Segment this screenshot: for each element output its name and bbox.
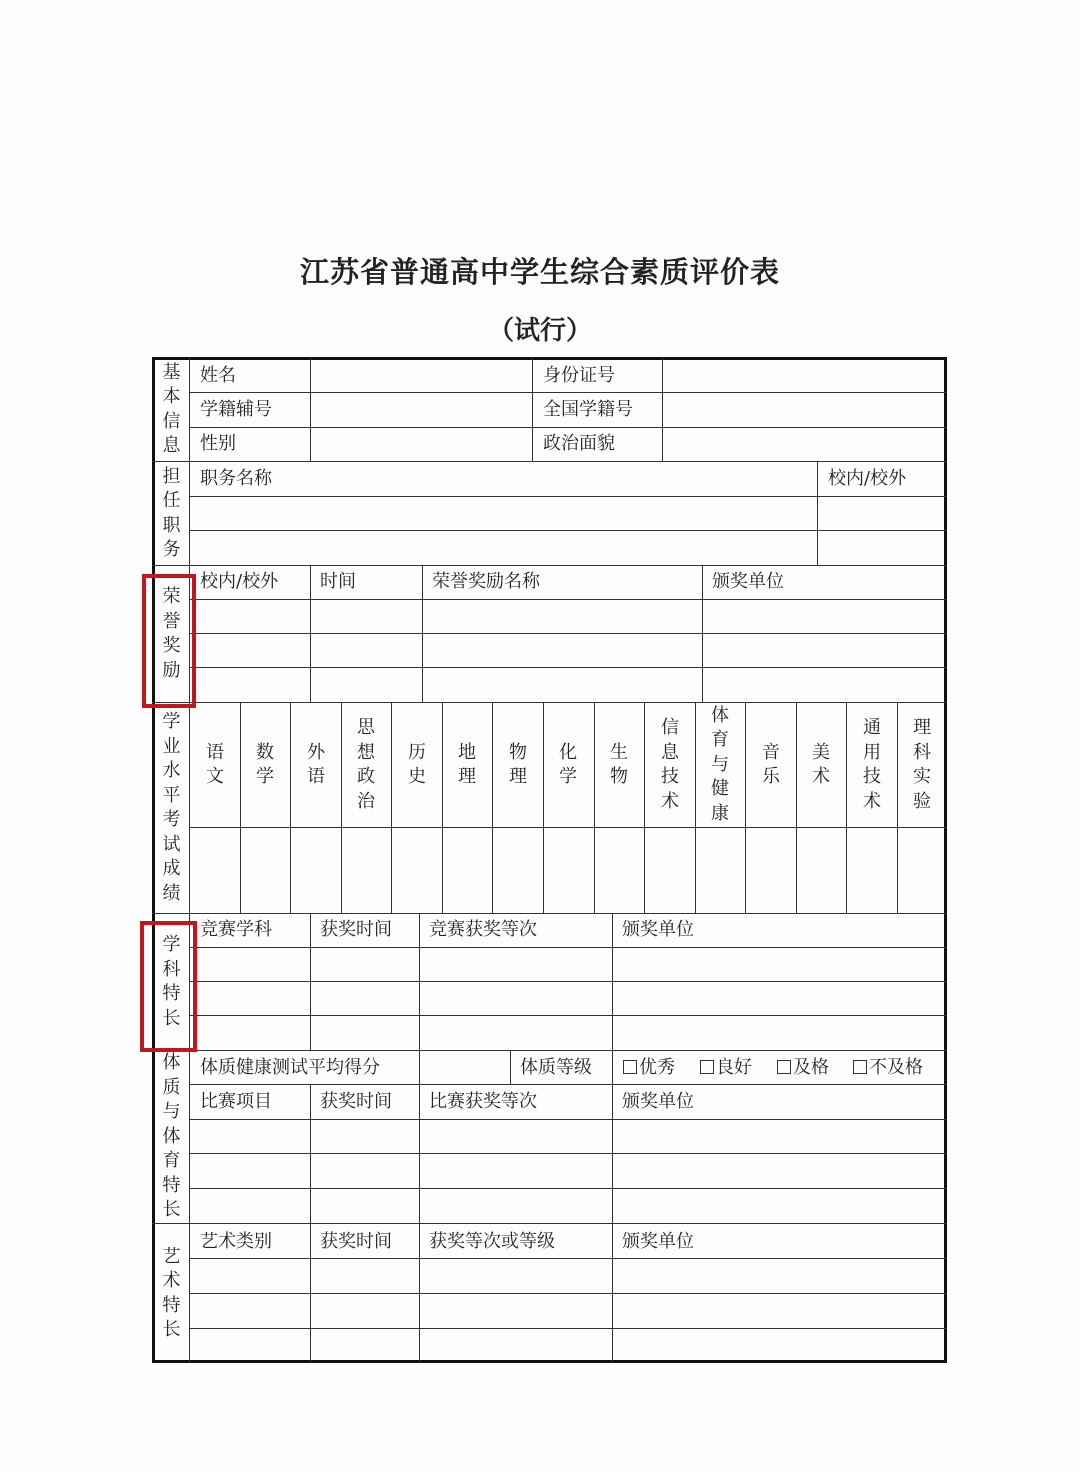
subject-physics: 物 理 <box>509 741 527 787</box>
fitness-level-option-fail[interactable]: 不及格 <box>853 1058 923 1078</box>
label-political-status: 政治面貌 <box>543 433 615 454</box>
political-status-input[interactable] <box>663 428 946 461</box>
section-label-art-specialty: 艺 术 特 长 <box>162 1245 181 1340</box>
label-student-aux-no: 学籍辅号 <box>200 399 272 420</box>
header-competition-rank: 竞赛获奖等次 <box>429 919 537 940</box>
header-sport-rank: 比赛获奖等次 <box>429 1091 537 1112</box>
checkbox-icon[interactable] <box>700 1060 714 1074</box>
label-national-student-no: 全国学籍号 <box>543 399 633 420</box>
national-student-no-input[interactable] <box>663 393 946 426</box>
highlight-box-subject-specialty <box>140 921 197 1052</box>
header-honor-time: 时间 <box>320 571 356 592</box>
subject-info-tech: 信 息 技 术 <box>661 717 679 812</box>
name-input[interactable] <box>311 358 531 391</box>
gender-input[interactable] <box>311 428 531 461</box>
header-position-name: 职务名称 <box>200 468 272 489</box>
header-art-category: 艺术类别 <box>200 1231 272 1252</box>
header-competition-issuer: 颁奖单位 <box>622 919 694 940</box>
evaluation-form-table <box>152 357 947 1363</box>
section-label-academic-scores: 学 业 水 平 考 试 成 绩 <box>162 711 181 904</box>
header-sport-time: 获奖时间 <box>320 1091 392 1112</box>
id-number-input[interactable] <box>663 358 946 391</box>
subject-fine-arts: 美 术 <box>812 741 830 787</box>
header-honor-issuer: 颁奖单位 <box>712 571 784 592</box>
subject-chemistry: 化 学 <box>559 741 577 787</box>
document-title: 江苏省普通高中学生综合素质评价表 <box>299 255 780 289</box>
checkbox-icon[interactable] <box>853 1060 867 1074</box>
subject-foreign-language: 外 语 <box>307 741 325 787</box>
subject-science-lab: 理 科 实 验 <box>913 717 931 812</box>
section-label-honors-awards: 荣 誉 奖 励 <box>162 586 181 681</box>
fitness-level-option-excellent[interactable]: 优秀 <box>623 1058 675 1078</box>
subject-chinese: 语 文 <box>206 741 224 787</box>
section-label-physical-sports: 体 质 与 体 育 特 长 <box>162 1052 181 1221</box>
label-id-number: 身份证号 <box>543 365 615 386</box>
checkbox-icon[interactable] <box>777 1060 791 1074</box>
header-art-time: 获奖时间 <box>320 1231 392 1252</box>
subject-general-tech: 通 用 技 术 <box>863 717 881 812</box>
subject-biology: 生 物 <box>610 741 628 787</box>
subject-politics: 思 想 政 治 <box>357 717 375 812</box>
header-competition-time: 获奖时间 <box>320 919 392 940</box>
header-in-out-school: 校内/校外 <box>828 468 907 489</box>
highlight-box-honors <box>142 574 196 708</box>
header-honor-in-out-school: 校内/校外 <box>200 571 279 592</box>
header-sport-issuer: 颁奖单位 <box>622 1091 694 1112</box>
subject-geography: 地 理 <box>458 741 476 787</box>
header-honor-name: 荣誉奖励名称 <box>432 571 540 592</box>
fitness-level-option-pass[interactable]: 及格 <box>777 1058 829 1078</box>
header-art-rank: 获奖等次或等级 <box>429 1231 555 1252</box>
section-label-subject-specialty: 学 科 特 长 <box>162 934 181 1029</box>
header-sport-event: 比赛项目 <box>200 1091 272 1112</box>
section-label-positions-held: 担 任 职 务 <box>162 465 181 560</box>
subject-history: 历 史 <box>408 741 426 787</box>
subject-math: 数 学 <box>256 741 274 787</box>
label-name: 姓名 <box>200 365 236 386</box>
subject-pe-health: 体 育 与 健 康 <box>711 704 729 824</box>
checkbox-icon[interactable] <box>623 1060 637 1074</box>
label-gender: 性别 <box>200 433 236 454</box>
section-label-basic-info: 基 本 信 息 <box>162 361 181 456</box>
student-aux-no-input[interactable] <box>311 393 531 426</box>
header-art-issuer: 颁奖单位 <box>622 1231 694 1252</box>
subject-music: 音 乐 <box>762 741 780 787</box>
fitness-level-option-good[interactable]: 良好 <box>700 1058 752 1078</box>
label-fitness-score: 体质健康测试平均得分 <box>200 1057 380 1078</box>
label-fitness-level: 体质等级 <box>520 1057 592 1078</box>
header-competition-subject: 竞赛学科 <box>200 919 272 940</box>
fitness-score-input[interactable] <box>420 1051 509 1084</box>
document-subtitle: （试行） <box>487 316 592 346</box>
